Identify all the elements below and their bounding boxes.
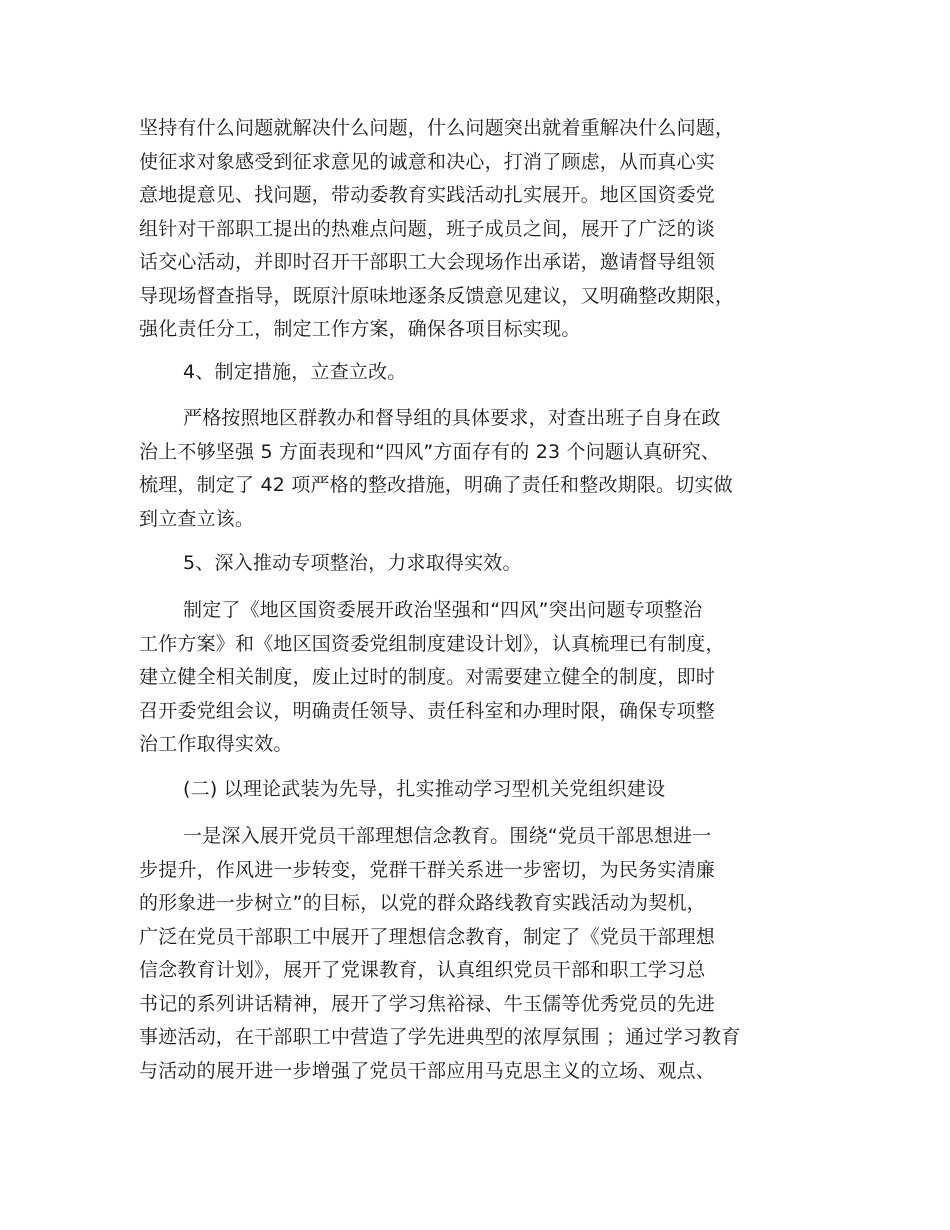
paragraph-line: 使征求对象感受到征求意见的诚意和决心，打消了顾虑，从而真心实: [139, 150, 716, 173]
paragraph-line: 治工作取得实效。: [139, 733, 293, 755]
paragraph-line: 的形象进一步树立”的目标，以党的群众路线教育实践活动为契机，: [139, 892, 706, 914]
section-heading-4: [139, 356, 819, 390]
paragraph-line: 制定了《地区国资委展开政治坚强和“四风”突出问题专项整治: [183, 599, 703, 621]
paragraph-line: 意地提意见、找问题，带动委教育实践活动扎实展开。地区国资委党: [139, 184, 716, 206]
paragraph-line: 建立健全相关制度，废止过时的制度。对需要建立健全的制度，即时: [139, 666, 716, 688]
paragraph-line: 一是深入展开党员干部理想信念教育。围绕“党员干部思想进一: [183, 825, 712, 847]
paragraph-line: 组针对干部职工提出的热难点问题，班子成员之间，展开了广泛的谈: [139, 217, 716, 240]
paragraph-2: [139, 402, 819, 536]
heading-text: (二) 以理论武装为先导，扎实推动学习型机关党组织建设: [183, 778, 666, 800]
heading-text: 5、深入推动专项整治，力求取得实效。: [183, 552, 522, 574]
paragraph-line: 广泛在党员干部职工中展开了理想信念教育，制定了《党员干部理想: [139, 925, 716, 948]
paragraph-line: 到立查立该。: [139, 507, 255, 530]
paragraph-line: 工作方案》和《地区国资委党组制度建设计划》，认真梳理已有制度，: [139, 632, 725, 655]
heading-text: 4、制定措施，立查立改。: [183, 361, 407, 383]
section-heading-5: [139, 547, 819, 581]
paragraph-line: 导现场督查指导，既原汁原味地逐条反馈意见建议，又明确整改期限，: [139, 284, 735, 307]
paragraph-line: 梳理，制定了 42 项严格的整改措施，明确了责任和整改期限。切实做: [139, 474, 733, 496]
section-heading-2: [139, 773, 819, 807]
paragraph-4: [139, 820, 819, 1088]
paragraph-line: 书记的系列讲话精神，展开了学习焦裕禄、牛玉儒等优秀党员的先进: [139, 992, 716, 1015]
paragraph-line: 治上不够坚强 5 方面表现和“四风”方面存有的 23 个问题认真研究、: [139, 440, 721, 463]
paragraph-line: 事迹活动，在干部职工中营造了学先进典型的浓厚氛围 ；通过学习教育: [139, 1026, 741, 1048]
paragraph-3: [139, 594, 819, 762]
paragraph-line: 强化责任分工，制定工作方案，确保各项目标实现。: [139, 318, 581, 340]
paragraph-line: 步提升，作风进一步转变，党群干群关系进一步密切，为民务实清廉: [139, 858, 716, 881]
paragraph-line: 坚持有什么问题就解决什么问题，什么问题突出就着重解决什么问题，: [139, 117, 735, 139]
paragraph-line: 严格按照地区群教办和督导组的具体要求，对查出班子自身在政: [183, 407, 721, 429]
paragraph-line: 召开委党组会议，明确责任领导、责任科室和办理时限，确保专项整: [139, 699, 716, 722]
paragraph-line: 信念教育计划》，展开了党课教育，认真组织党员干部和职工学习总: [139, 959, 706, 981]
paragraph-line: 与活动的展开进一步增强了党员干部应用马克思主义的立场、观点、: [139, 1059, 716, 1082]
paragraph-1: [139, 112, 819, 347]
paragraph-line: 话交心活动，并即时召开干部职工大会现场作出承诺，邀请督导组领: [139, 251, 716, 273]
